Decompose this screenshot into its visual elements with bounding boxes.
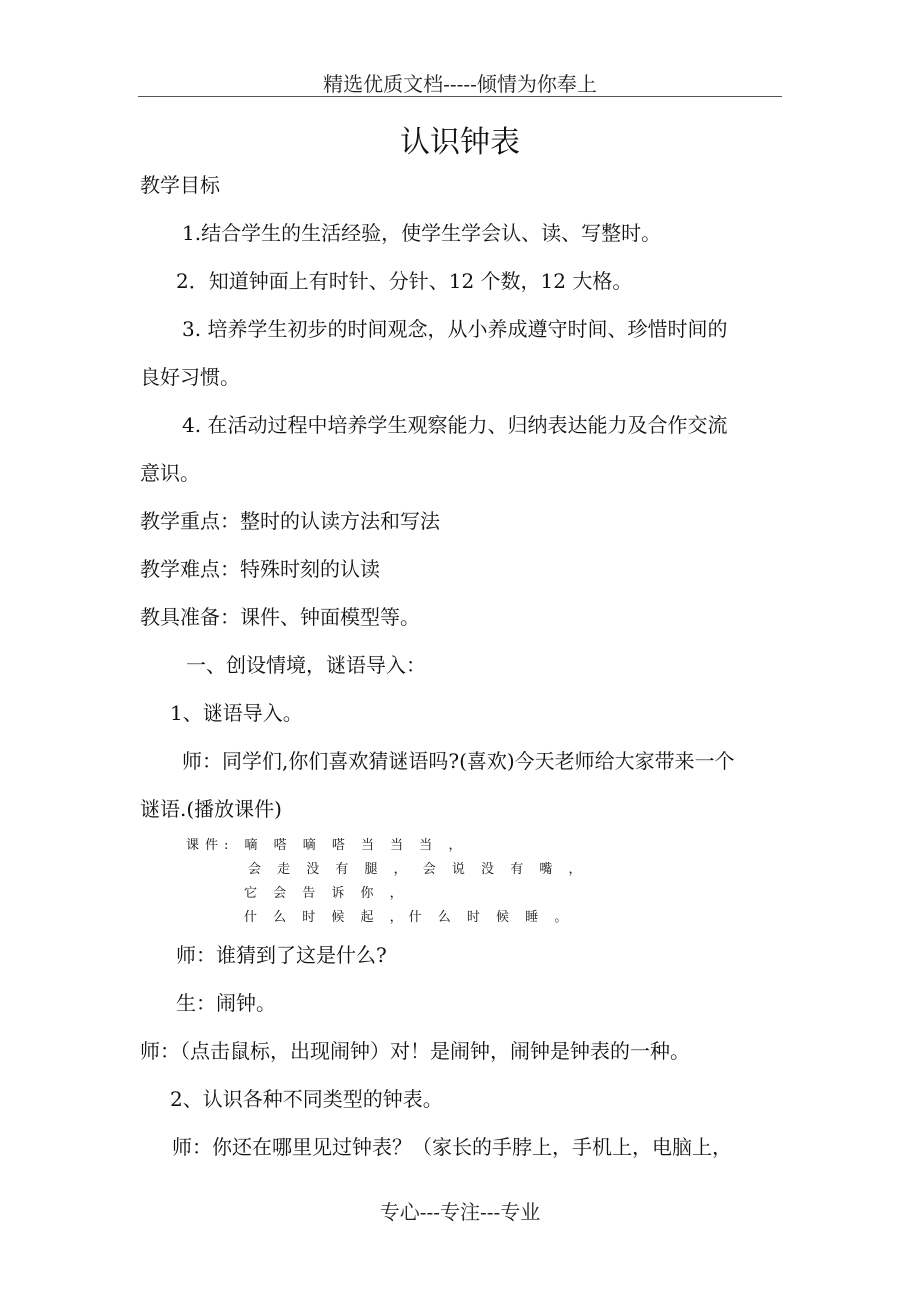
goal-4-line-2: 意识。 xyxy=(140,461,200,485)
step-1: 1、谜语导入。 xyxy=(170,701,303,725)
materials: 教具准备：课件、钟面模型等。 xyxy=(140,605,420,629)
page-title: 认识钟表 xyxy=(400,125,520,160)
section-1-heading: 一、创设情境，谜语导入： xyxy=(186,653,426,677)
riddle-line-2: 会 走 没 有 腿 ， 会 说 没 有 嘴 ， xyxy=(248,862,588,877)
teacher-line-1b: 谜语.(播放课件) xyxy=(140,797,282,821)
goal-4-line-1: 4. 在活动过程中培养学生观察能力、归纳表达能力及合作交流 xyxy=(182,413,728,437)
riddle-line-3: 它 会 告 诉 你 ， xyxy=(244,886,409,901)
teacher-line-2: 师：谁猜到了这是什么? xyxy=(176,943,387,967)
teacher-line-1a: 师：同学们,你们喜欢猜谜语吗?(喜欢)今天老师给大家带来一个 xyxy=(182,749,735,773)
page-header: 精选优质文档-----倾情为你奉上 xyxy=(323,72,597,96)
teacher-line-4: 师：你还在哪里见过钟表？（家长的手脖上，手机上，电脑上， xyxy=(172,1135,732,1159)
key-point: 教学重点：整时的认读方法和写法 xyxy=(140,509,440,533)
goals-heading: 教学目标 xyxy=(140,173,220,197)
header-rule xyxy=(138,96,782,97)
step-2: 2、认识各种不同类型的钟表。 xyxy=(170,1087,443,1111)
student-line-1: 生：闹钟。 xyxy=(176,991,276,1015)
difficulty: 教学难点：特殊时刻的认读 xyxy=(140,557,380,581)
teacher-line-3: 师：（点击鼠标，出现闹钟）对！是闹钟，闹钟是钟表的一种。 xyxy=(140,1039,690,1063)
riddle-line-1: 课件: 嘀 嗒 嘀 嗒 当 当 当 ， xyxy=(186,838,468,853)
goal-1: 1.结合学生的生活经验，使学生学会认、读、写整时。 xyxy=(182,221,662,245)
goal-3-line-1: 3. 培养学生初步的时间观念，从小养成遵守时间、珍惜时间的 xyxy=(182,317,728,341)
goal-3-line-2: 良好习惯。 xyxy=(140,365,240,389)
goal-2: 2．知道钟面上有时针、分针、12 个数，12 大格。 xyxy=(176,269,633,293)
riddle-line-4: 什 么 时 候 起 ，什 么 时 候 睡 。 xyxy=(244,910,574,925)
page-footer: 专心---专注---专业 xyxy=(379,1200,541,1224)
